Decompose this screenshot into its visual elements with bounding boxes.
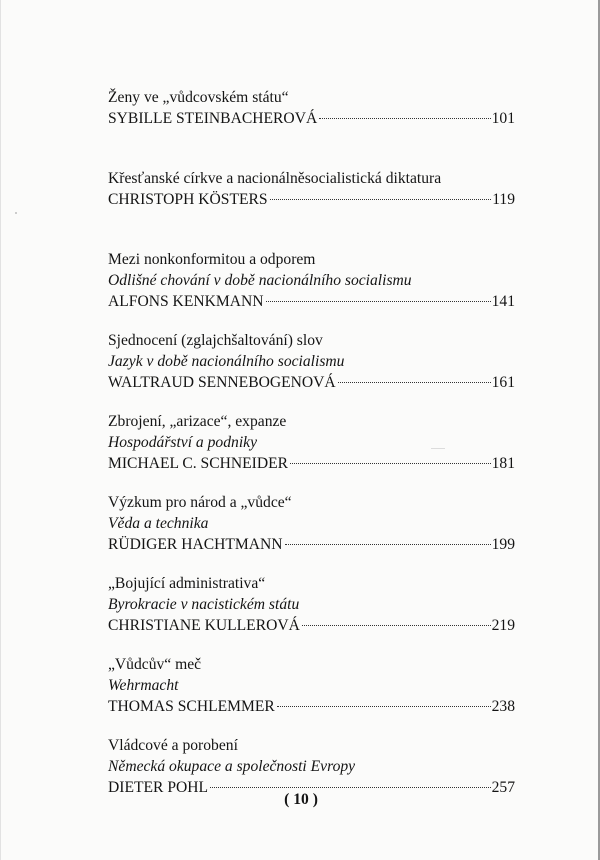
dot-leader [319,118,490,119]
entry-author: SYBILLE STEINBACHEROVÁ [108,110,318,127]
entry-author-line [108,534,515,555]
entry-subtitle: Věda a technika [108,515,209,532]
entry-page-number: 219 [491,617,515,634]
entry-author: CHRISTIANE KULLEROVÁ [108,617,300,634]
entry-subtitle: Byrokracie v nacistickém státu [108,596,300,613]
entry-page-number: 181 [491,455,515,472]
entry-title: Sjednocení (zglajchšaltování) slov [108,332,323,349]
entry-author-line [108,189,515,210]
entry-page-number: 257 [491,779,515,796]
dot-leader [290,463,491,464]
entry-author: WALTRAUD SENNEBOGENOVÁ [108,374,336,391]
entry-author: DIETER POHL [108,779,209,796]
toc-entry [108,411,515,492]
page-folio: ( 10 ) [284,791,318,808]
dot-leader [266,301,491,302]
entry-author: ALFONS KENKMANN [108,293,264,310]
entry-author: CHRISTOPH KÖSTERS [108,191,268,208]
paper-speck [15,212,17,214]
entry-page-number: 238 [491,698,515,715]
toc-entry [108,573,515,654]
entry-title: Křesťanské církve a nacionálněsocialistická diktatura [108,170,442,187]
toc-entry [108,249,515,330]
dot-leader [210,787,491,788]
entry-author-line [108,108,515,129]
entry-page-number: 119 [492,191,515,208]
entry-page-number: 199 [491,536,515,553]
toc-entry [108,654,515,735]
entry-page-number: 161 [491,374,515,391]
entry-page-number: 141 [491,293,515,310]
entry-title: „Vůdcův“ meč [108,656,202,673]
entry-author-line [108,696,515,717]
entry-author-line [108,372,515,393]
dot-leader [338,382,491,383]
table-of-contents [108,87,515,816]
entry-subtitle: Odlišné chování v době nacionálního socialismu [108,272,412,289]
entry-title: Výzkum pro národ a „vůdce“ [108,494,292,511]
entry-title: Zbrojení, „arizace“, expanze [108,413,287,430]
entry-author: THOMAS SCHLEMMER [108,698,275,715]
entry-author: MICHAEL C. SCHNEIDER [108,455,289,472]
dot-leader [302,625,491,626]
entry-title: „Bojující administrativa“ [108,575,266,592]
entry-subtitle: Jazyk v době nacionálního socialismu [108,353,345,370]
toc-entry [108,330,515,411]
entry-subtitle: Wehrmacht [108,677,179,694]
entry-page-number: 101 [491,110,515,127]
entry-title: Mezi nonkonformitou a odporem [108,251,316,268]
toc-entry [108,492,515,573]
entry-author: RÜDIGER HACHTMANN [108,536,283,553]
entry-author-line [108,615,515,636]
dot-leader [270,199,492,200]
entry-subtitle: Německá okupace a společnosti Evropy [108,758,356,775]
dot-leader [285,544,491,545]
entry-author-line [108,291,515,312]
entry-subtitle: Hospodářství a podniky [108,434,257,451]
entry-title: Ženy ve „vůdcovském státu“ [108,89,289,106]
toc-entry [108,87,515,168]
entry-author-line [108,453,515,474]
entry-title: Vládcové a porobení [108,737,238,754]
toc-entry [108,168,515,249]
dot-leader [277,706,491,707]
